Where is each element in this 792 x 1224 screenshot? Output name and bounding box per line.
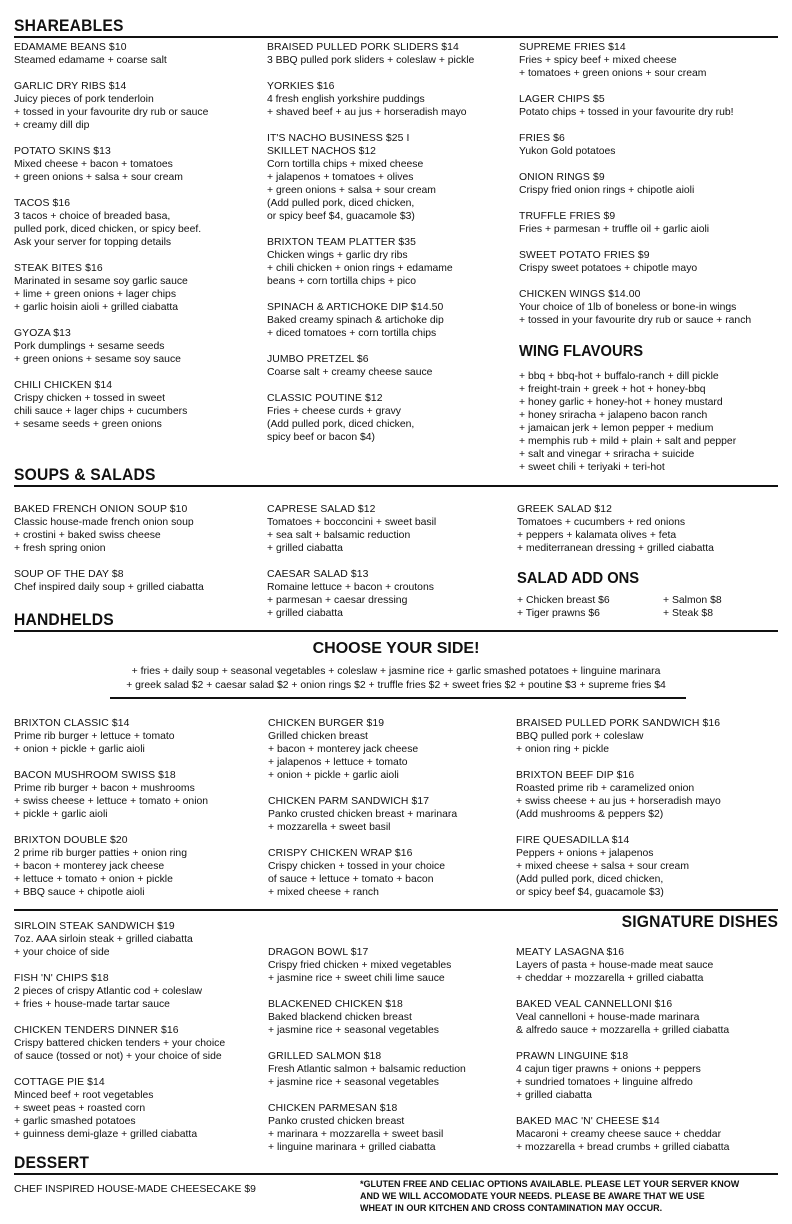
menu-item-description: + jalapenos + lettuce + tomato <box>268 757 408 768</box>
menu-item <box>267 80 474 119</box>
menu-item-description: Fries + parmesan + truffle oil + garlic aioli <box>519 224 710 235</box>
menu-item-name: CLASSIC POUTINE $12 <box>267 393 383 404</box>
menu-item-description: + pickle + garlic aioli <box>14 809 108 820</box>
menu-item <box>267 41 474 67</box>
divider <box>14 909 778 911</box>
menu-item-description: + linguine marinara + grilled ciabatta <box>268 1142 436 1153</box>
wing-flavours-list <box>519 370 736 474</box>
menu-item-name: ONION RINGS $9 <box>519 172 605 183</box>
menu-item-description: + swiss cheese + lettuce + tomato + onion <box>14 796 209 807</box>
menu-item <box>519 132 751 158</box>
menu-item-name: BACON MUSHROOM SWISS $18 <box>14 770 176 781</box>
menu-item-description: + onion ring + pickle <box>516 744 609 755</box>
menu-item <box>14 80 208 132</box>
menu-item-description: + creamy dill dip <box>14 120 90 131</box>
menu-item-name: CHICKEN TENDERS DINNER $16 <box>14 1025 179 1036</box>
menu-item-description: 3 tacos + choice of breaded basa, <box>14 211 171 222</box>
flavour-line: + jamaican jerk + lemon pepper + medium <box>519 423 714 434</box>
menu-item-description: Fries + cheese curds + gravy <box>267 406 401 417</box>
menu-item-name: TRUFFLE FRIES $9 <box>519 211 616 222</box>
menu-item <box>268 998 466 1037</box>
salads-col-2 <box>267 503 436 633</box>
menu-item-description: Mixed cheese + bacon + tomatoes <box>14 159 173 170</box>
menu-item-description: + mediterranean dressing + grilled ciabatta <box>517 543 714 554</box>
menu-item-name: CHICKEN WINGS $14.00 <box>519 289 641 300</box>
section-title-dessert: DESSERT <box>14 1153 90 1172</box>
menu-item-description: + sea salt + balsamic reduction <box>267 530 411 541</box>
menu-item-name: POTATO SKINS $13 <box>14 146 111 157</box>
menu-item-description: Ask your server for topping details <box>14 237 172 248</box>
menu-item-name: SIRLOIN STEAK SANDWICH $19 <box>14 921 175 932</box>
menu-item-description: beans + corn tortilla chips + pico <box>267 276 417 287</box>
menu-item <box>516 1115 729 1154</box>
menu-item-name: EDAMAME BEANS $10 <box>14 42 127 53</box>
menu-item <box>267 392 474 444</box>
add-on-chicken: + Chicken breast $6 <box>517 595 610 606</box>
menu-item-description: Crispy battered chicken tenders + your choice <box>14 1038 226 1049</box>
menu-item-name: BRIXTON CLASSIC $14 <box>14 718 130 729</box>
sides-line-1: + fries + daily soup + seasonal vegetables + coleslaw + jasmine rice + garlic smashed potatoes + linguine marinara <box>131 666 661 677</box>
menu-item <box>267 568 436 620</box>
menu-item <box>14 145 208 184</box>
menu-item-description: Prime rib burger + lettuce + tomato <box>14 731 175 742</box>
menu-item-description: + peppers + kalamata olives + feta <box>517 530 677 541</box>
menu-item-description: + onion + pickle + garlic aioli <box>14 744 145 755</box>
menu-item <box>14 503 204 555</box>
menu-item-description: + green onions + salsa + sour cream <box>267 185 436 196</box>
menu-item-description: + grilled ciabatta <box>516 1090 592 1101</box>
menu-item-description: Baked blackend chicken breast <box>268 1012 412 1023</box>
menu-item-description: + mixed cheese + salsa + sour cream <box>516 861 689 872</box>
menu-item <box>516 717 721 756</box>
menu-item-description: Chef inspired daily soup + grilled ciabatta <box>14 582 204 593</box>
menu-item-name: PRAWN LINGUINE $18 <box>516 1051 629 1062</box>
menu-item <box>268 946 466 985</box>
menu-item-description: Panko crusted chicken breast + marinara <box>268 809 458 820</box>
menu-item-description: Marinated in sesame soy garlic sauce <box>14 276 188 287</box>
menu-item-description: Peppers + onions + jalapenos <box>516 848 654 859</box>
menu-item <box>14 920 225 959</box>
menu-item <box>519 93 751 119</box>
menu-item-description: + your choice of side <box>14 947 110 958</box>
menu-item-name: STEAK BITES $16 <box>14 263 103 274</box>
section-title-handhelds: HANDHELDS <box>14 610 114 629</box>
menu-item-name: CHILI CHICKEN $14 <box>14 380 113 391</box>
menu-item-description: Chicken wings + garlic dry ribs <box>267 250 408 261</box>
menu-item-description: + mozzarella + sweet basil <box>268 822 391 833</box>
menu-item-name: BLACKENED CHICKEN $18 <box>268 999 403 1010</box>
salad-add-ons-list <box>517 594 783 620</box>
menu-item-description: + jasmine rice + seasonal vegetables <box>268 1077 439 1088</box>
menu-item-description: + onion + pickle + garlic aioli <box>268 770 399 781</box>
menu-item-description: Tomatoes + bocconcini + sweet basil <box>267 517 437 528</box>
menu-item-description: (Add pulled pork, diced chicken, <box>267 419 415 430</box>
menu-item <box>516 998 729 1037</box>
shareables-col-1 <box>14 41 208 444</box>
menu-item <box>267 353 474 379</box>
menu-item <box>268 717 457 782</box>
menu-item <box>519 171 751 197</box>
menu-item-description: Minced beef + root vegetables <box>14 1090 154 1101</box>
menu-item <box>268 1050 466 1089</box>
menu-item-description: Romaine lettuce + bacon + croutons <box>267 582 434 593</box>
menu-item-description: Yukon Gold potatoes <box>519 146 616 157</box>
menu-item-name: CHICKEN PARM SANDWICH $17 <box>268 796 430 807</box>
menu-item-name: COTTAGE PIE $14 <box>14 1077 105 1088</box>
menu-item-description: + parmesan + caesar dressing <box>267 595 408 606</box>
menu-item-description: of sauce (tossed or not) + your choice of side <box>14 1051 222 1062</box>
menu-item-description: + jalapenos + tomatoes + olives <box>267 172 414 183</box>
divider <box>14 485 778 487</box>
menu-item-name: GREEK SALAD $12 <box>517 504 613 515</box>
menu-item-name: SPINACH & ARTICHOKE DIP $14.50 <box>267 302 444 313</box>
menu-item-name: IT'S NACHO BUSINESS $25 I <box>267 133 410 144</box>
sides-line-2: + greek salad $2 + caesar salad $2 + onion rings $2 + truffle fries $2 + sweet fries $2 + poutine $3 + supreme fries $4 <box>126 680 666 691</box>
menu-item-name: FIRE QUESADILLA $14 <box>516 835 630 846</box>
menu-item-description: 2 prime rib burger patties + onion ring <box>14 848 187 859</box>
choose-your-side-title: CHOOSE YOUR SIDE! <box>312 640 480 657</box>
menu-item <box>14 769 208 821</box>
menu-item <box>268 847 457 899</box>
menu-item-name: CAPRESE SALAD $12 <box>267 504 376 515</box>
menu-item <box>14 834 208 899</box>
menu-item-description: + jasmine rice + seasonal vegetables <box>268 1025 439 1036</box>
menu-item <box>519 288 751 327</box>
menu-item-description: of sauce + lettuce + tomato + bacon <box>268 874 434 885</box>
menu-item <box>519 210 751 236</box>
allergen-disclaimer <box>360 1178 739 1214</box>
menu-item <box>267 132 474 223</box>
menu-item-description: pulled pork, diced chicken, or spicy beef. <box>14 224 202 235</box>
disclaimer-line: WHEAT IN OUR KITCHEN AND CROSS CONTAMINATION MAY OCCUR. <box>360 1203 663 1213</box>
menu-item-name: SUPREME FRIES $14 <box>519 42 626 53</box>
menu-item <box>14 1024 225 1063</box>
signature-col-1 <box>14 920 225 1154</box>
menu-item-description: Baked creamy spinach & artichoke dip <box>267 315 444 326</box>
menu-item <box>14 327 208 366</box>
menu-item-description: + fries + house-made tartar sauce <box>14 999 170 1010</box>
menu-item-description: + mixed cheese + ranch <box>268 887 379 898</box>
menu-item <box>14 41 208 67</box>
menu-item-description: or spicy beef $4, guacamole $3) <box>516 887 664 898</box>
shareables-col-2 <box>267 41 474 457</box>
menu-item-name: DRAGON BOWL $17 <box>268 947 369 958</box>
menu-item-description: + diced tomatoes + corn tortilla chips <box>267 328 437 339</box>
menu-item <box>268 1102 466 1154</box>
menu-item <box>516 769 721 821</box>
menu-item-description: 4 cajun tiger prawns + onions + peppers <box>516 1064 701 1075</box>
menu-item <box>267 236 474 288</box>
section-title-soups-salads: SOUPS & SALADS <box>14 465 156 484</box>
menu-item-description: Potato chips + tossed in your favourite dry rub! <box>519 107 734 118</box>
flavour-line: + freight-train + greek + hot + honey-bbq <box>519 384 706 395</box>
soups-col-1 <box>14 503 204 607</box>
menu-item <box>268 795 457 834</box>
menu-item-description: + lettuce + tomato + onion + pickle <box>14 874 173 885</box>
menu-item-description: 3 BBQ pulled pork sliders + coleslaw + pickle <box>267 55 475 66</box>
flavour-line: + sweet chili + teriyaki + teri-hot <box>519 462 665 473</box>
menu-item-name: MEATY LASAGNA $16 <box>516 947 625 958</box>
menu-item-name: CAESAR SALAD $13 <box>267 569 369 580</box>
menu-item-description: Veal cannelloni + house-made marinara <box>516 1012 700 1023</box>
menu-item-description: + jasmine rice + sweet chili lime sauce <box>268 973 445 984</box>
menu-item <box>14 262 208 314</box>
signature-col-2 <box>268 946 466 1167</box>
flavour-line: + honey sriracha + jalapeno bacon ranch <box>519 410 708 421</box>
handhelds-col-2 <box>268 717 457 912</box>
section-title-shareables: SHAREABLES <box>14 16 124 35</box>
wing-flavours-title: WING FLAVOURS <box>519 343 644 360</box>
menu-item-description: + swiss cheese + au jus + horseradish mayo <box>516 796 721 807</box>
menu-item <box>14 1076 225 1141</box>
menu-item-description: Classic house-made french onion soup <box>14 517 194 528</box>
menu-item-name: BRIXTON DOUBLE $20 <box>14 835 128 846</box>
menu-item-description: Steamed edamame + coarse salt <box>14 55 167 66</box>
menu-item-name: BAKED FRENCH ONION SOUP $10 <box>14 504 188 515</box>
menu-item <box>517 503 714 555</box>
menu-item-description: + crostini + baked swiss cheese <box>14 530 161 541</box>
menu-item-description: (Add mushrooms & peppers $2) <box>516 809 664 820</box>
menu-item-description: Crispy sweet potatoes + chipotle mayo <box>519 263 698 274</box>
menu-item-description: + tossed in your favourite dry rub or sauce <box>14 107 209 118</box>
menu-item <box>516 834 721 899</box>
menu-item-description: + bacon + monterey jack cheese <box>268 744 419 755</box>
menu-item-description: Fresh Atlantic salmon + balsamic reduction <box>268 1064 466 1075</box>
menu-item-description: chili sauce + lager chips + cucumbers <box>14 406 188 417</box>
menu-item-description: + garlic smashed potatoes <box>14 1116 136 1127</box>
menu-item-description: Fries + spicy beef + mixed cheese <box>519 55 677 66</box>
disclaimer-line: *GLUTEN FREE AND CELIAC OPTIONS AVAILABLE. PLEASE LET YOUR SERVER KNOW <box>360 1179 740 1189</box>
menu-item <box>14 972 225 1011</box>
divider <box>14 630 778 632</box>
add-on-prawns: + Tiger prawns $6 <box>517 608 600 619</box>
menu-item-description: Crispy fried chicken + mixed vegetables <box>268 960 452 971</box>
menu-item-description: Juicy pieces of pork tenderloin <box>14 94 154 105</box>
menu-item-description: Panko crusted chicken breast <box>268 1116 405 1127</box>
menu-item-description: (Add pulled pork, diced chicken, <box>516 874 664 885</box>
menu-item-description: Your choice of 1lb of boneless or bone-in wings <box>519 302 737 313</box>
menu-item-name: GRILLED SALMON $18 <box>268 1051 382 1062</box>
menu-item-name: SOUP OF THE DAY $8 <box>14 569 124 580</box>
menu-item-description: & alfredo sauce + mozzarella + grilled ciabatta <box>516 1025 730 1036</box>
menu-item-description: + guinness demi-glaze + grilled ciabatta <box>14 1129 198 1140</box>
section-title-signature-dishes: SIGNATURE DISHES <box>621 912 778 931</box>
divider <box>14 36 778 38</box>
menu-item-description: 7oz. AAA sirloin steak + grilled ciabatta <box>14 934 193 945</box>
menu-item-name: GARLIC DRY RIBS $14 <box>14 81 127 92</box>
add-on-steak: + Steak $8 <box>663 608 713 619</box>
menu-item-description: Layers of pasta + house-made meat sauce <box>516 960 714 971</box>
flavour-line: + salt and vinegar + sriracha + suicide <box>519 449 695 460</box>
menu-item <box>14 717 208 756</box>
menu-item <box>267 301 474 340</box>
menu-item-description: + bacon + monterey jack cheese <box>14 861 165 872</box>
menu-item-description: Roasted prime rib + caramelized onion <box>516 783 695 794</box>
menu-item-description: Corn tortilla chips + mixed cheese <box>267 159 424 170</box>
menu-item-description: + sweet peas + roasted corn <box>14 1103 146 1114</box>
menu-item-description: Crispy chicken + tossed in sweet <box>14 393 166 404</box>
menu-item-name: CRISPY CHICKEN WRAP $16 <box>268 848 413 859</box>
menu-item-name: BRIXTON BEEF DIP $16 <box>516 770 635 781</box>
menu-item-description: + chili chicken + onion rings + edamame <box>267 263 453 274</box>
menu-item <box>14 568 204 594</box>
menu-item-description: spicy beef or bacon $4) <box>267 432 376 443</box>
sides-divider <box>110 697 686 699</box>
menu-item <box>516 1050 729 1102</box>
menu-item-name: BRIXTON TEAM PLATTER $35 <box>267 237 417 248</box>
add-on-salmon: + Salmon $8 <box>663 595 722 606</box>
salad-add-ons-title: SALAD ADD ONS <box>517 570 640 587</box>
menu-item-description: + mozzarella + bread crumbs + grilled ciabatta <box>516 1142 730 1153</box>
menu-item-description: + tomatoes + green onions + sour cream <box>519 68 707 79</box>
flavour-line: + memphis rub + mild + plain + salt and pepper <box>519 436 737 447</box>
menu-item-description: + marinara + mozzarella + sweet basil <box>268 1129 444 1140</box>
menu-item-description: Tomatoes + cucumbers + red onions <box>517 517 686 528</box>
menu-item-description: + fresh spring onion <box>14 543 106 554</box>
menu-item-description: Coarse salt + creamy cheese sauce <box>267 367 433 378</box>
menu-item-description: Pork dumplings + sesame seeds <box>14 341 165 352</box>
menu-item-description: 2 pieces of crispy Atlantic cod + coleslaw <box>14 986 202 997</box>
menu-item-name: FRIES $6 <box>519 133 565 144</box>
menu-item-name: BRAISED PULLED PORK SLIDERS $14 <box>267 42 459 53</box>
menu-item-description: + tossed in your favourite dry rub or sauce + ranch <box>519 315 752 326</box>
menu-item-description: + sundried tomatoes + linguine alfredo <box>516 1077 693 1088</box>
menu-item-name: BRAISED PULLED PORK SANDWICH $16 <box>516 718 721 729</box>
menu-item-description: SKILLET NACHOS $12 <box>267 146 376 157</box>
menu-item-name: FISH 'N' CHIPS $18 <box>14 973 109 984</box>
menu-item-description: BBQ pulled pork + coleslaw <box>516 731 644 742</box>
handhelds-col-3 <box>516 717 721 912</box>
menu-item-description: Grilled chicken breast <box>268 731 368 742</box>
menu-item-description: (Add pulled pork, diced chicken, <box>267 198 415 209</box>
menu-item <box>519 249 751 275</box>
disclaimer-line: AND WE WILL ACCOMODATE YOUR NEEDS. PLEASE BE AWARE THAT WE USE <box>360 1191 705 1201</box>
menu-item-description: + lime + green onions + lager chips <box>14 289 177 300</box>
menu-item-description: + cheddar + mozzarella + grilled ciabatta <box>516 973 704 984</box>
menu-item <box>519 41 751 80</box>
menu-item-description: + green onions + sesame soy sauce <box>14 354 181 365</box>
menu-item <box>516 946 729 985</box>
menu-item-name: TACOS $16 <box>14 198 71 209</box>
menu-item-name: YORKIES $16 <box>267 81 335 92</box>
menu-item-name: GYOZA $13 <box>14 328 71 339</box>
menu-item-name: CHICKEN PARMESAN $18 <box>268 1103 398 1114</box>
menu-item-name: SWEET POTATO FRIES $9 <box>519 250 650 261</box>
menu-item-name: BAKED VEAL CANNELLONI $16 <box>516 999 673 1010</box>
menu-item-description: or spicy beef $4, guacamole $3) <box>267 211 415 222</box>
flavour-line: + bbq + bbq-hot + buffalo-ranch + dill pickle <box>519 371 719 382</box>
menu-item-description: Prime rib burger + bacon + mushrooms <box>14 783 195 794</box>
menu-item-description: + BBQ sauce + chipotle aioli <box>14 887 145 898</box>
menu-item <box>14 197 208 249</box>
menu-item-description: + grilled ciabatta <box>267 608 343 619</box>
flavour-line: + honey garlic + honey-hot + honey mustard <box>519 397 723 408</box>
menu-item-description: + garlic hoisin aioli + grilled ciabatta <box>14 302 179 313</box>
signature-col-3 <box>516 946 729 1167</box>
menu-item-description: + grilled ciabatta <box>267 543 343 554</box>
menu-item-description: Crispy fried onion rings + chipotle aioli <box>519 185 695 196</box>
salads-col-3 <box>517 503 714 568</box>
menu-item-description: 4 fresh english yorkshire puddings <box>267 94 425 105</box>
handhelds-col-1 <box>14 717 208 912</box>
menu-item-name: CHICKEN BURGER $19 <box>268 718 385 729</box>
shareables-col-3 <box>519 41 751 340</box>
menu-item-name: LAGER CHIPS $5 <box>519 94 605 105</box>
menu-item-description: Crispy chicken + tossed in your choice <box>268 861 446 872</box>
menu-item-description: + shaved beef + au jus + horseradish mayo <box>267 107 467 118</box>
menu-item-description: + green onions + salsa + sour cream <box>14 172 183 183</box>
menu-item-name: JUMBO PRETZEL $6 <box>267 354 369 365</box>
divider <box>14 1173 778 1175</box>
menu-item <box>267 503 436 555</box>
menu-item-description: + sesame seeds + green onions <box>14 419 162 430</box>
dessert-item: CHEF INSPIRED HOUSE-MADE CHEESECAKE $9 <box>14 1184 256 1195</box>
menu-item-name: BAKED MAC 'N' CHEESE $14 <box>516 1116 660 1127</box>
menu-item-description: Macaroni + creamy cheese sauce + cheddar <box>516 1129 722 1140</box>
menu-item <box>14 379 208 431</box>
